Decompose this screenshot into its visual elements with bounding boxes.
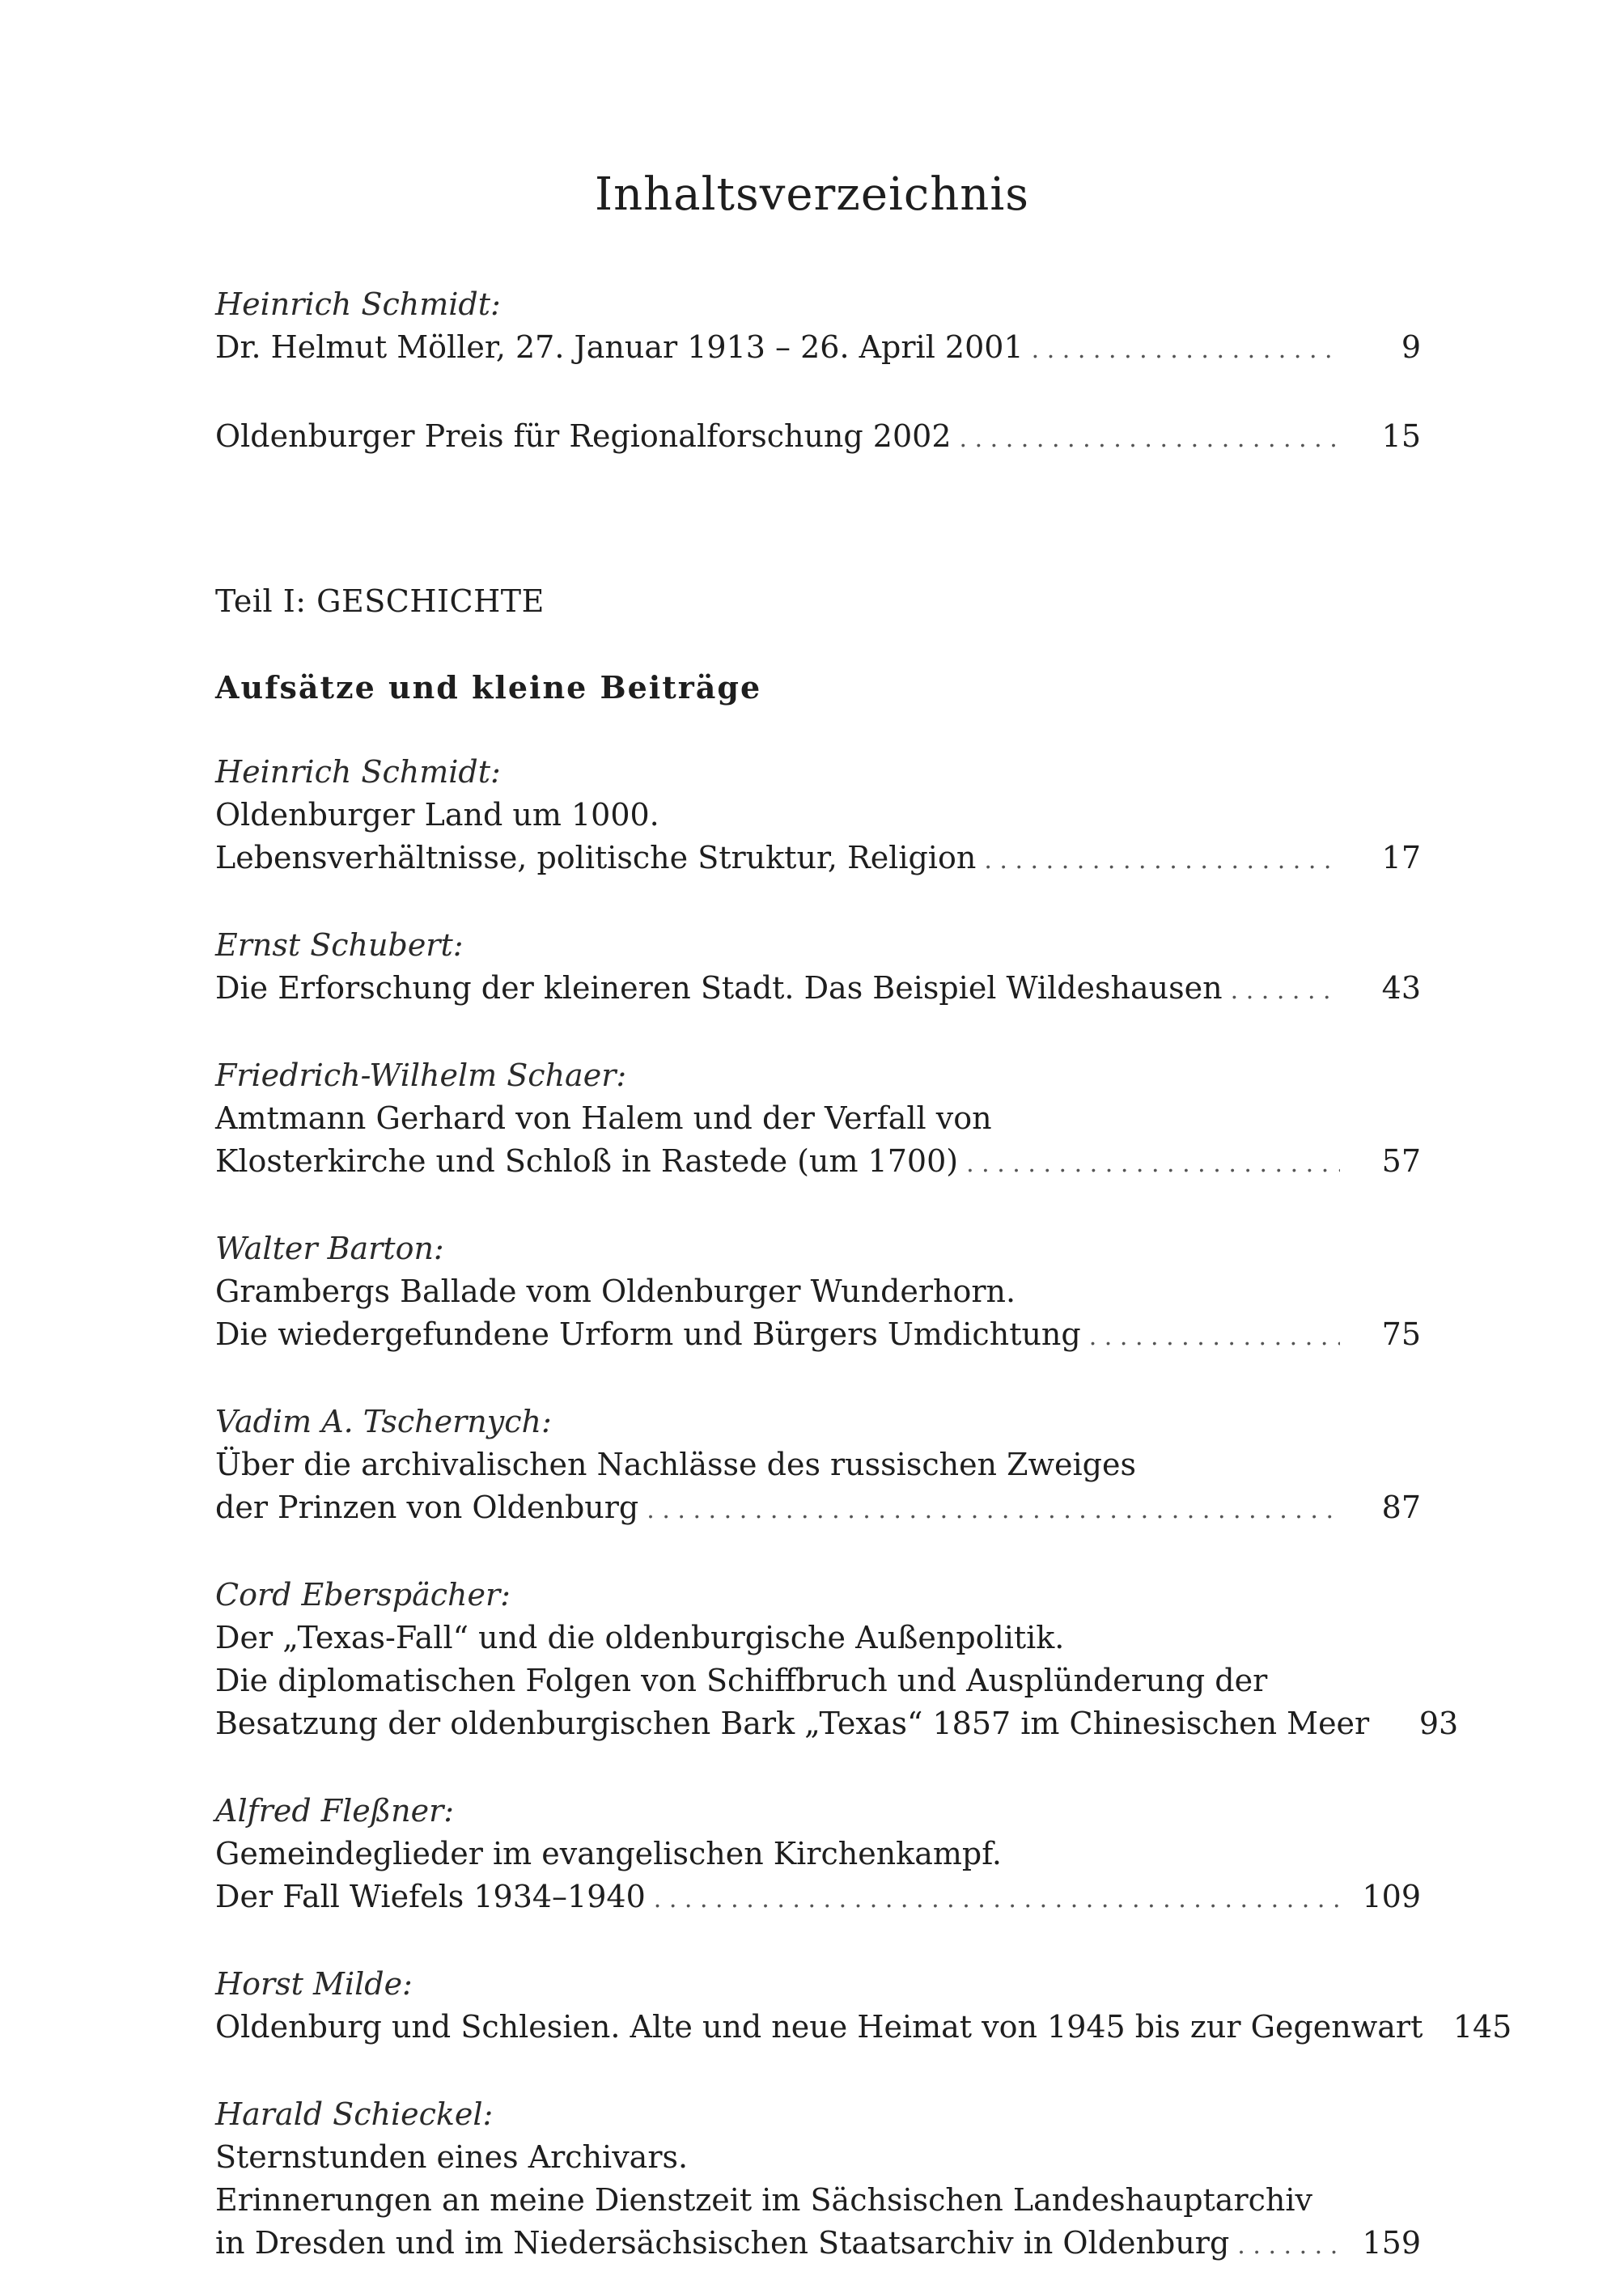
dot-leader [984,839,1340,882]
entry-title: Lebensverhältnisse, politische Struktur, Religion [215,840,977,875]
dot-leader [960,417,1340,460]
entry-title-line: Der „Texas-Fall“ und die oldenburgische Außenpolitik. [215,1620,1065,1655]
entry-title: Oldenburger Preis für Regionalforschung 2002 [215,418,952,454]
entry-title-line[interactable] [215,415,1421,460]
entry-title-line[interactable] [215,1486,1421,1532]
dot-leader [966,1142,1340,1185]
toc-entry [215,415,1421,460]
toc-entry [215,1574,1459,1748]
page-number: 145 [1452,2009,1512,2045]
dot-leader [647,1489,1340,1532]
dot-leader [1032,328,1340,371]
page-number: 15 [1381,418,1421,454]
entry-title-line: Über die archivalischen Nachlässe des russischen Zweiges [215,1447,1136,1482]
entry-title-line[interactable] [215,837,1421,882]
entry-title-line: Grambergs Ballade vom Oldenburger Wunderhorn. [215,1274,1016,1309]
entry-author: Heinrich Schmidt: [215,754,501,790]
page-number: 17 [1381,840,1421,875]
dot-leader [654,1878,1340,1921]
entry-title-line[interactable] [215,967,1421,1012]
dot-leader [1089,1316,1340,1358]
entry-title: Oldenburg und Schlesien. Alte und neue Heimat von 1945 bis zur Gegenwart [215,2009,1423,2045]
page-number: 43 [1381,970,1421,1006]
subsection-heading: Aufsätze und kleine Beiträge [215,669,762,706]
dot-leader [1231,969,1340,1012]
entry-title-line[interactable] [215,2006,1512,2051]
toc-entry [215,924,1421,1012]
entry-title: Dr. Helmut Möller, 27. Januar 1913 – 26. April 2001 [215,329,1024,365]
page-title: Inhaltsverzeichnis [594,168,1030,221]
entry-title: Besatzung der oldenburgischen Bark „Texas“ 1857 im Chinesischen Meer [215,1706,1370,1741]
page-number: 93 [1418,1706,1459,1741]
entry-author: Harald Schieckel: [215,2096,494,2132]
page-number: 109 [1362,1879,1421,1914]
entry-author: Vadim A. Tschernych: [215,1404,552,1439]
entry-author: Cord Eberspächer: [215,1577,511,1613]
section-heading: Teil I: GESCHICHTE [215,583,545,619]
entry-title-line: Sternstunden eines Archivars. [215,2139,689,2175]
entry-title-line: Oldenburger Land um 1000. [215,797,659,833]
entry-title-line[interactable] [215,1702,1459,1748]
page-number: 57 [1381,1143,1421,1179]
page-number: 159 [1362,2225,1421,2261]
toc-entry [215,2093,1421,2267]
entry-author: Ernst Schubert: [215,927,464,963]
entry-title-line: Die diplomatischen Folgen von Schiffbruch und Ausplünderung der [215,1663,1268,1698]
entry-title-line[interactable] [215,2222,1421,2267]
table-of-contents [215,283,1512,2267]
entry-author: Alfred Fleßner: [215,1793,455,1829]
page-number: 75 [1381,1316,1421,1352]
entry-author: Friedrich-Wilhelm Schaer: [215,1057,627,1093]
entry-title: in Dresden und im Niedersächsischen Staatsarchiv in Oldenburg [215,2225,1230,2261]
entry-title: Der Fall Wiefels 1934–1940 [215,1879,646,1914]
entry-title: Die wiedergefundene Urform und Bürgers Umdichtung [215,1316,1081,1352]
entry-title-line: Gemeindeglieder im evangelischen Kirchenkampf. [215,1836,1003,1871]
entry-title-line: Amtmann Gerhard von Halem und der Verfall von [215,1100,992,1136]
toc-entry [215,1790,1421,1921]
page-number: 9 [1401,329,1421,365]
entry-title-line[interactable] [215,1876,1421,1921]
entry-author: Walter Barton: [215,1231,444,1266]
entry-title: Die Erforschung der kleineren Stadt. Das Beispiel Wildeshausen [215,970,1223,1006]
toc-entry [215,751,1421,882]
page-number: 87 [1381,1490,1421,1525]
toc-entry [215,1963,1512,2051]
toc-entry [215,283,1421,371]
entry-title-line: Erinnerungen an meine Dienstzeit im Sächsischen Landeshauptarchiv [215,2182,1312,2218]
toc-entry [215,1227,1421,1358]
entry-title-line[interactable] [215,1313,1421,1358]
entry-title-line[interactable] [215,326,1421,371]
entry-author: Heinrich Schmidt: [215,286,501,322]
entry-title-line[interactable] [215,1140,1421,1185]
dot-leader [1237,2224,1340,2267]
toc-entry [215,1054,1421,1185]
toc-entry [215,1401,1421,1532]
entry-title: Klosterkirche und Schloß in Rastede (um 1700) [215,1143,959,1179]
entry-author: Horst Milde: [215,1966,413,2002]
entry-title: der Prinzen von Oldenburg [215,1490,639,1525]
